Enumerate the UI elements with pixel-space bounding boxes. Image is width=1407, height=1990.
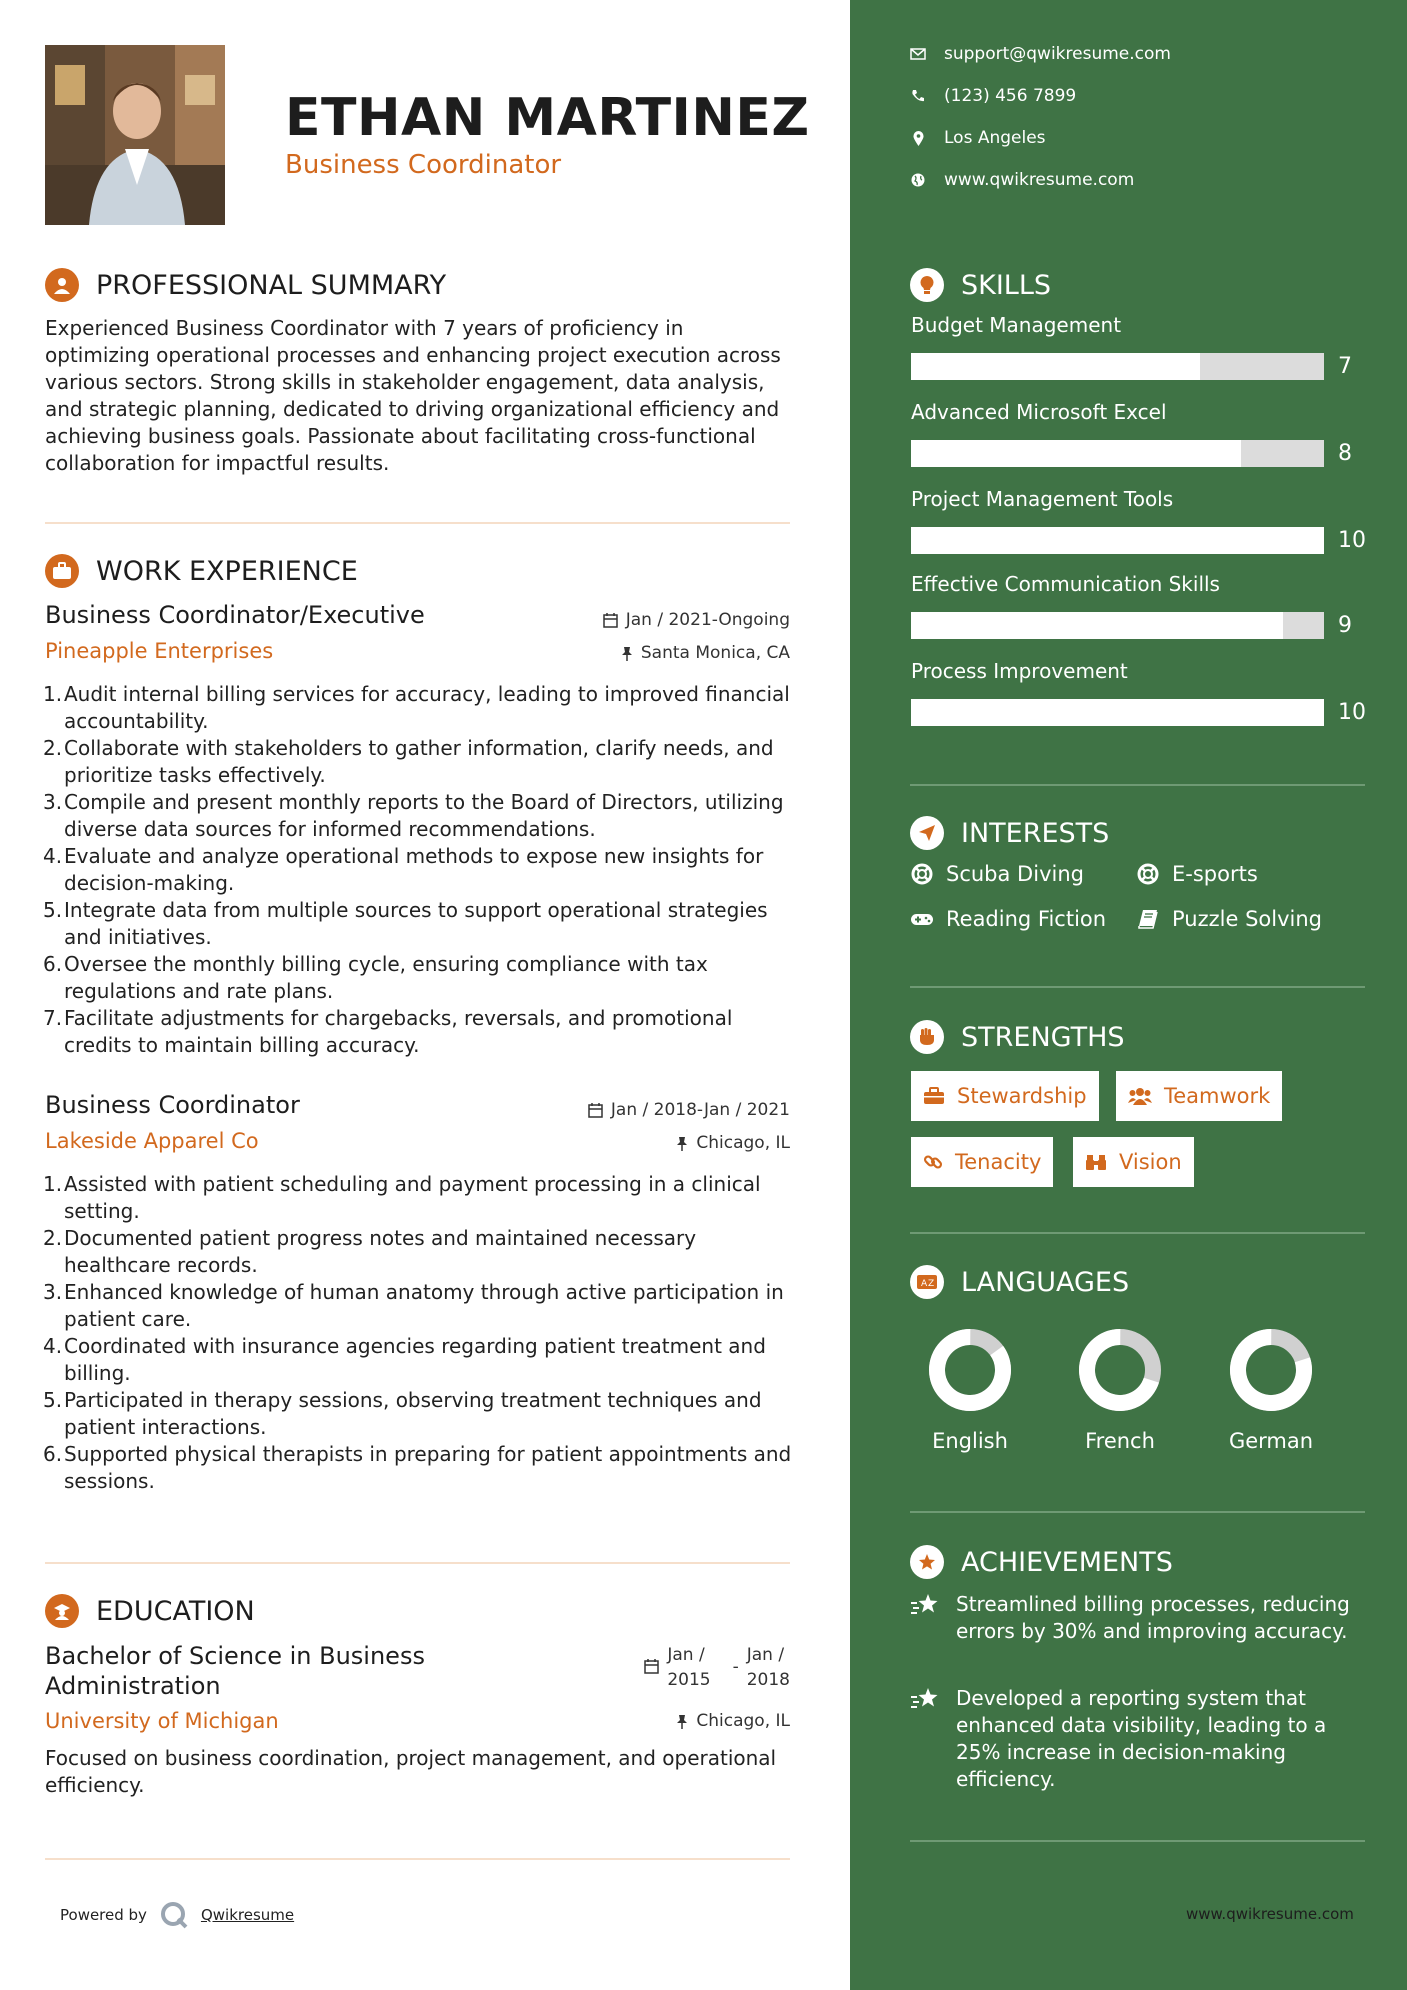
degree-line: Bachelor of Science in Business [45,1642,425,1670]
divider [910,986,1365,988]
duty-list [45,681,795,1059]
skill-bar-fill [911,699,1324,726]
duty-list [45,1171,795,1495]
divider [910,1232,1365,1234]
calendar-icon [644,1659,659,1674]
duty-item [45,1005,795,1059]
duty-number: 1. [43,682,63,706]
pin-icon [676,1136,688,1151]
duty-text: Documented patient progress notes and maintained necessary healthcare records. [64,1226,697,1277]
shooting-star-icon [910,1593,940,1617]
achievement-text: Developed a reporting system that enhanced data visibility, leading to a 25% increase in decision-making efficiency. [956,1686,1327,1791]
languages-heading [910,1265,1129,1299]
duty-number: 4. [43,1334,63,1358]
duty-item [45,681,795,735]
duty-text: Supported physical therapists in preparing for patient appointments and sessions. [64,1442,792,1493]
star-icon [910,1545,944,1579]
qwikresume-logo-icon [159,1900,189,1930]
powered-by-label: Powered by [60,1906,147,1924]
education-dates [644,1643,790,1693]
fist-icon [910,1020,944,1054]
footer-url[interactable]: www.qwikresume.com [1186,1905,1354,1923]
duty-text: Facilitate adjustments for chargebacks, reversals, and promotional credits to maintain billing accuracy. [64,1006,733,1057]
interests-heading [910,816,1109,850]
language-name: German [1228,1429,1314,1453]
job-location [676,1133,790,1153]
duty-text: Assisted with patient scheduling and payment processing in a clinical setting. [64,1172,761,1223]
duty-item [45,843,795,897]
duty-number: 6. [43,952,63,976]
skill-name: Effective Communication Skills [911,572,1220,596]
svg-text:Z: Z [928,1279,935,1289]
achievement-item [910,1591,1365,1645]
pin-icon [676,1714,688,1729]
start-year: 2015 [667,1670,711,1690]
divider [45,1858,790,1860]
language-name: French [1085,1429,1155,1453]
svg-text:A: A [921,1279,928,1289]
duty-text: Audit internal billing services for accuracy, leading to improved financial accountability. [64,682,790,733]
job-title: Business Coordinator/Executive [45,601,425,629]
briefcase-icon [45,554,79,588]
powered-by [60,1900,294,1930]
duty-item [45,1441,795,1495]
education-location [676,1711,790,1731]
end-month: Jan / [746,1645,785,1665]
skill-name: Process Improvement [911,659,1128,683]
skill-bar [911,527,1324,554]
divider [910,784,1365,786]
achievement-item [910,1685,1365,1793]
candidate-name: ETHAN MARTINEZ [285,88,810,148]
paper-plane-icon [910,816,944,850]
language-item [1211,1327,1331,1453]
globe-icon [911,173,925,187]
profile-photo [45,45,225,225]
end-year: 2018 [746,1670,790,1690]
skill-bar [911,612,1324,639]
skill-bar-fill [911,440,1241,467]
skill-name: Budget Management [911,313,1122,337]
duty-number: 1. [43,1172,63,1196]
duty-text: Oversee the monthly billing cycle, ensuring compliance with tax regulations and rate plans. [64,952,708,1003]
interest-label: Puzzle Solving [1172,907,1322,931]
language-item [1060,1327,1180,1453]
user-icon [45,268,79,302]
language-donut [1228,1327,1314,1413]
divider [45,1562,790,1564]
contact-phone[interactable] [910,86,1076,106]
job-date [588,1100,790,1120]
donut-fill [1229,1328,1312,1411]
job-date-text: Jan / 2021-Ongoing [625,610,790,630]
duty-item [45,1279,795,1333]
skills-title: SKILLS [961,269,1052,301]
summary-title: PROFESSIONAL SUMMARY [96,269,447,301]
strength-badge [1073,1137,1194,1187]
duty-number: 4. [43,844,63,868]
brand-link[interactable]: Qwikresume [200,1906,295,1924]
duty-number: 3. [43,1280,63,1304]
duty-item [45,1333,795,1387]
calendar-icon [588,1103,603,1118]
date-separator: - [732,1657,739,1677]
donut-fill [927,1327,1013,1413]
duty-number: 7. [43,1006,63,1030]
school-name: University of Michigan [45,1709,279,1733]
education-description: Focused on business coordination, project management, and operational efficiency. [45,1746,777,1797]
education-title: EDUCATION [96,1595,255,1627]
duty-number: 5. [43,1388,63,1412]
duty-item [45,951,795,1005]
skill-bar [911,353,1324,380]
shooting-star-icon [910,1687,940,1711]
website-text: www.qwikresume.com [944,170,1135,190]
skill-value: 9 [1338,613,1352,638]
duty-item [45,789,795,843]
duty-item [45,897,795,951]
translate-icon [910,1265,944,1299]
education-heading [45,1594,255,1628]
start-month: Jan / [667,1645,705,1665]
duty-text: Evaluate and analyze operational methods to expose new insights for decision-making. [64,844,764,895]
achievements-heading [910,1545,1173,1579]
work-title: WORK EXPERIENCE [96,555,358,587]
achievements-title: ACHIEVEMENTS [961,1546,1173,1578]
strength-label: Tenacity [955,1150,1042,1174]
skills-heading [910,268,1051,302]
company-name: Pineapple Enterprises [45,639,274,663]
degree-line: Administration [45,1672,221,1700]
duty-number: 5. [43,898,63,922]
skill-value: 8 [1338,441,1352,466]
interest-item [1136,862,1258,886]
skill-bar-fill [911,527,1324,554]
divider [910,1840,1365,1842]
work-heading [45,554,358,588]
skill-bar-fill [911,353,1200,380]
job-location [621,643,790,663]
phone-icon [911,89,925,103]
skill-value: 10 [1338,528,1366,553]
language-donut [1077,1327,1163,1413]
duty-text: Coordinated with insurance agencies regarding patient treatment and billing. [64,1334,766,1385]
lightbulb-icon [910,268,944,302]
users-icon [1128,1087,1152,1105]
interests-title: INTERESTS [961,817,1110,849]
company-name: Lakeside Apparel Co [45,1129,259,1153]
lifebuoy-icon [911,863,933,885]
interest-item [910,907,1106,931]
job-date-text: Jan / 2018-Jan / 2021 [610,1100,790,1120]
skill-value: 10 [1338,700,1366,725]
summary-text: Experienced Business Coordinator with 7 years of proficiency in optimizing operational processes and enhancing project execution across various sectors. Strong skills in stakeholder engagement, data analysis, and strategic planning, dedicated to driving organizational efficiency and achieving business goals. Passionate about facilitating cross-functional collaboration for impactful results. [45,316,781,475]
skill-bar [911,440,1324,467]
binoculars-icon [1085,1153,1107,1171]
interest-item [1136,907,1322,931]
skill-name: Project Management Tools [911,487,1174,511]
skill-bar [911,699,1324,726]
candidate-title: Business Coordinator [285,150,562,180]
job-location-text: Chicago, IL [696,1133,790,1153]
degree [45,1641,425,1701]
lifebuoy-icon [1137,863,1159,885]
skill-bar-fill [911,612,1283,639]
strengths-heading [910,1020,1125,1054]
location-text: Los Angeles [944,128,1046,148]
duty-number: 2. [43,1226,63,1250]
toolbox-icon [923,1087,945,1105]
education-location-text: Chicago, IL [696,1711,790,1731]
duty-text: Participated in therapy sessions, observing treatment techniques and patient interactions. [64,1388,762,1439]
book-icon [1138,909,1158,929]
contact-email[interactable] [910,44,1171,64]
duty-text: Collaborate with stakeholders to gather information, clarify needs, and prioritize tasks effectively. [64,736,774,787]
contact-website[interactable] [910,170,1134,190]
duty-number: 2. [43,736,63,760]
link-icon [923,1152,943,1172]
duty-number: 6. [43,1442,63,1466]
skill-value: 7 [1338,354,1352,379]
job-location-text: Santa Monica, CA [640,643,790,663]
interest-label: Reading Fiction [946,907,1107,931]
divider [910,1511,1365,1513]
strength-label: Stewardship [957,1084,1087,1108]
language-donut [927,1327,1013,1413]
skill-name: Advanced Microsoft Excel [911,400,1167,424]
duty-text: Compile and present monthly reports to the Board of Directors, utilizing diverse data sources for informed recommendations. [64,790,784,841]
duty-item [45,1171,795,1225]
strength-badge [911,1071,1099,1121]
email-text: support@qwikresume.com [944,44,1171,64]
divider [45,522,790,524]
languages-title: LANGUAGES [961,1266,1130,1298]
duty-item [45,735,795,789]
strength-label: Vision [1119,1150,1182,1174]
duty-text: Integrate data from multiple sources to support operational strategies and initiatives. [64,898,768,949]
interest-label: E-sports [1172,862,1258,886]
duty-text: Enhanced knowledge of human anatomy through active participation in patient care. [64,1280,784,1331]
strengths-title: STRENGTHS [961,1021,1125,1053]
strength-badge [911,1137,1053,1187]
map-marker-icon [913,131,924,146]
job-title: Business Coordinator [45,1091,300,1119]
strength-badge [1116,1071,1282,1121]
achievement-text: Streamlined billing processes, reducing errors by 30% and improving accuracy. [956,1592,1350,1643]
end-date [747,1643,790,1693]
gamepad-icon [910,911,934,927]
summary-heading [45,268,446,302]
duty-item [45,1225,795,1279]
start-date [667,1643,710,1693]
job-date [603,610,790,630]
interest-label: Scuba Diving [946,862,1084,886]
strength-label: Teamwork [1164,1084,1271,1108]
duty-number: 3. [43,790,63,814]
calendar-icon [603,613,618,628]
phone-text: (123) 456 7899 [944,86,1077,106]
language-name: English [932,1429,1008,1453]
pin-icon [621,646,633,661]
graduate-icon [45,1594,79,1628]
contact-location [910,128,1046,148]
envelope-icon [910,48,926,60]
duty-item [45,1387,795,1441]
language-item [910,1327,1030,1453]
interest-item [910,862,1084,886]
